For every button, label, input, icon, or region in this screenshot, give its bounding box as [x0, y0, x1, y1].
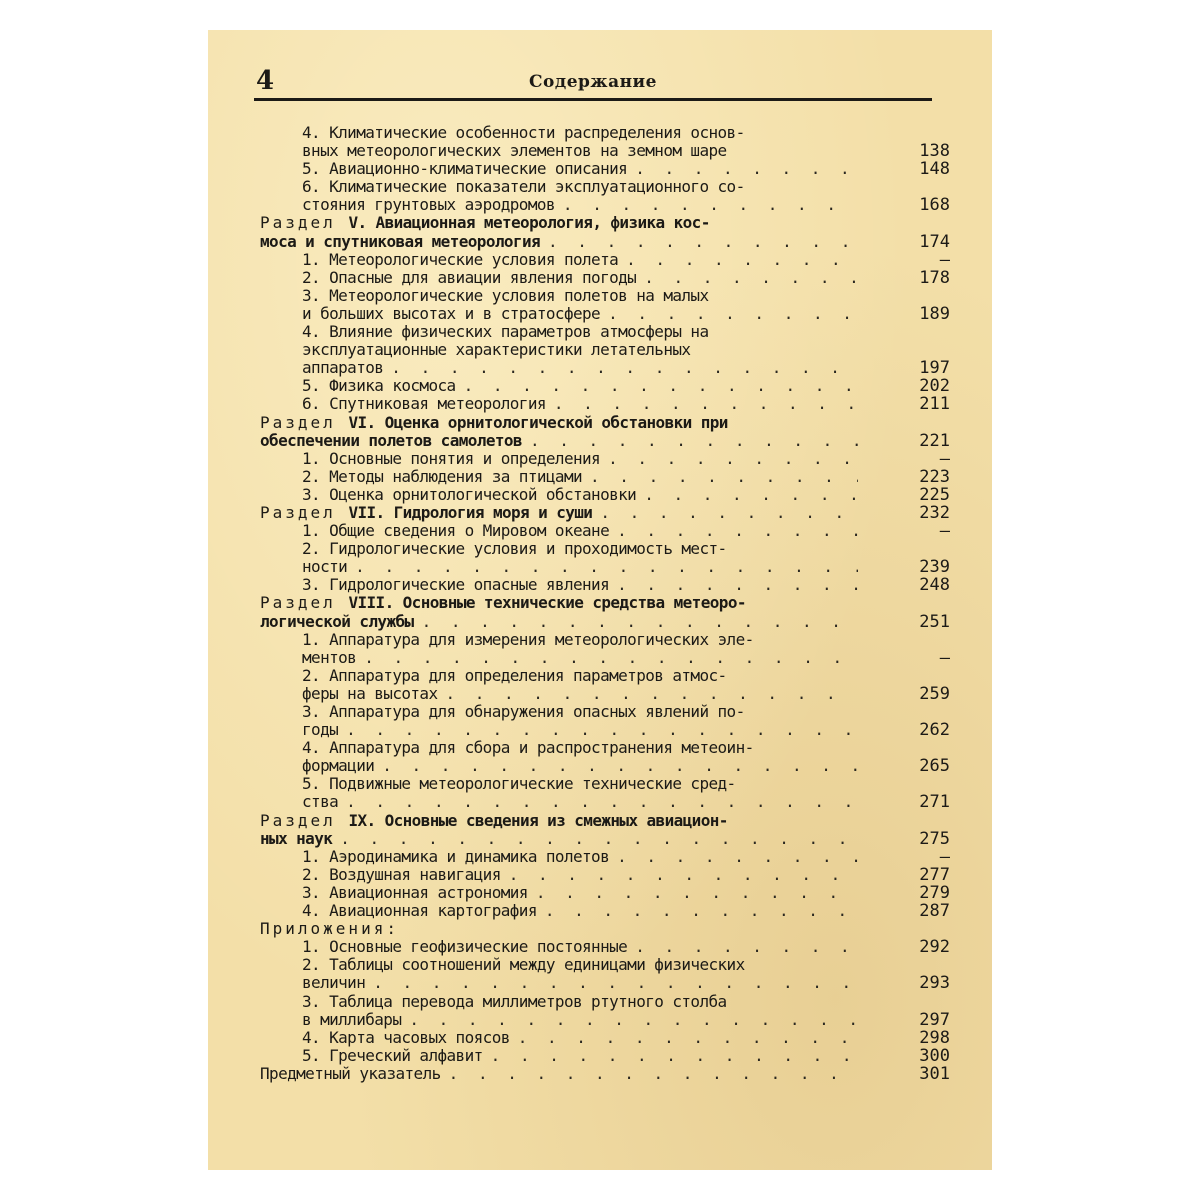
leader-dots: [438, 685, 859, 703]
toc-line-text: 2. Методы наблюдения за птицами: [302, 466, 583, 486]
toc-page-number: 251: [919, 611, 950, 632]
toc-line-text: величин: [302, 973, 366, 993]
leader-dots: [338, 721, 858, 739]
leader-dots: [522, 432, 858, 450]
table-of-contents: [260, 124, 950, 1083]
toc-line-text: 3. Метеорологические условия полетов на малых: [302, 285, 709, 305]
toc-line-text: 3. Авиационная астрономия: [302, 882, 528, 902]
toc-line-text: 5. Греческий алфавит: [302, 1045, 483, 1065]
toc-line: [302, 341, 858, 359]
toc-page-number: 275: [919, 828, 950, 849]
leader-dots: [510, 1029, 858, 1047]
toc-line: [260, 594, 858, 612]
section-label: Раздел: [260, 593, 349, 613]
toc-line: [302, 269, 858, 287]
toc-page-number: 297: [919, 1009, 950, 1030]
toc-entry: [260, 848, 950, 866]
toc-line-text: 4. Аппаратура для сбора и распространения метеоин-: [302, 738, 754, 758]
toc-entry: [260, 468, 950, 486]
toc-page-number: 292: [919, 937, 950, 958]
toc-line: [260, 613, 858, 631]
toc-line: [302, 558, 858, 576]
toc-line: [302, 793, 858, 811]
toc-page-number: 197: [919, 358, 950, 379]
toc-entry: [260, 522, 950, 540]
toc-page-number: 293: [919, 973, 950, 994]
toc-line-text: 3. Гидрологические опасные явления: [302, 575, 610, 595]
toc-page-number: 277: [919, 864, 950, 885]
toc-page-number: —: [939, 249, 950, 270]
toc-line: [302, 739, 858, 757]
leader-dots: [609, 848, 858, 866]
toc-line: [302, 757, 858, 775]
section-label: Раздел: [260, 412, 349, 432]
toc-line: [302, 178, 858, 196]
toc-page-number: 202: [919, 376, 950, 397]
toc-line: [260, 812, 858, 830]
toc-line-text: Предметный указатель: [260, 1063, 441, 1083]
toc-entry: [260, 902, 950, 920]
toc-line-text: VI. Оценка орнитологической обстановки при: [348, 412, 728, 432]
toc-line: [302, 196, 858, 214]
toc-line: [302, 486, 858, 504]
toc-entry: [260, 667, 950, 703]
toc-page-number: 168: [919, 195, 950, 216]
toc-line-text: и больших высотах и в стратосфере: [302, 303, 601, 323]
toc-line-text: 2. Воздушная навигация: [302, 864, 501, 884]
toc-entry: [260, 884, 950, 902]
toc-entry: [260, 287, 950, 323]
leader-dots: [636, 269, 858, 287]
toc-line: [302, 160, 858, 178]
toc-entry: [260, 395, 950, 413]
toc-line: [302, 540, 858, 558]
toc-page-number: —: [939, 846, 950, 867]
toc-line: [260, 432, 858, 450]
toc-line-text: 1. Аппаратура для измерения метеорологических эле-: [302, 629, 754, 649]
toc-entry: [260, 775, 950, 811]
toc-page-number: 211: [919, 394, 950, 415]
leader-dots: [356, 649, 858, 667]
toc-entry: [260, 323, 950, 377]
toc-line: [302, 938, 858, 956]
toc-line-text: 2. Аппаратура для определения параметров атмос-: [302, 665, 727, 685]
toc-line-text: VII. Гидрология моря и суши: [348, 502, 593, 522]
toc-line-text: обеспечении полетов самолетов: [260, 430, 522, 450]
toc-line: [302, 974, 858, 992]
toc-section: [260, 812, 950, 848]
toc-line-text: феры на высотах: [302, 683, 438, 703]
section-label: Раздел: [260, 502, 349, 522]
toc-line: [302, 667, 858, 685]
toc-line-text: 3. Аппаратура для обнаружения опасных явлений по-: [302, 702, 745, 721]
toc-line-text: ности: [302, 557, 348, 577]
toc-line: [302, 649, 858, 667]
toc-line-text: 6. Климатические показатели эксплуатационного со-: [302, 177, 745, 197]
toc-line: [302, 124, 858, 142]
toc-line-text: ных наук: [260, 828, 333, 848]
toc-line: [260, 504, 858, 522]
toc-entry: [260, 251, 950, 269]
toc-line-text: 5. Подвижные метеорологические технические сред-: [302, 774, 736, 794]
toc-line: [302, 305, 858, 323]
toc-line: [302, 287, 858, 305]
toc-page-number: 271: [919, 792, 950, 813]
leader-dots: [347, 558, 858, 576]
toc-line-text: в миллибары: [302, 1009, 402, 1029]
leader-dots: [332, 830, 858, 848]
toc-line-text: 3. Оценка орнитологической обстановки: [302, 484, 637, 504]
section-label: Раздел: [260, 213, 349, 233]
leader-dots: [540, 233, 858, 251]
toc-entry: [260, 486, 950, 504]
toc-page-number: 259: [919, 683, 950, 704]
toc-section: [260, 214, 950, 250]
toc-page-number: 300: [919, 1045, 950, 1066]
toc-page-number: 189: [919, 303, 950, 324]
toc-entry: [260, 178, 950, 214]
toc-line-text: 2. Таблицы соотношений между единицами физических: [302, 955, 745, 975]
toc-section: [260, 594, 950, 630]
leader-dots: [441, 1065, 858, 1083]
leader-dots: [414, 613, 858, 631]
toc-page-number: 174: [919, 231, 950, 252]
toc-line: [302, 359, 858, 377]
toc-line-text: 5. Авиационно-климатические описания: [302, 159, 628, 179]
toc-entry: [260, 160, 950, 178]
leader-dots: [627, 938, 858, 956]
toc-line-text: VIII. Основные технические средства метеоро-: [348, 593, 746, 613]
toc-line: [302, 866, 858, 884]
toc-line-text: логической службы: [260, 611, 414, 631]
toc-page-number: —: [939, 647, 950, 668]
toc-line-text: 1. Общие сведения о Мировом океане: [302, 521, 610, 541]
toc-page-number: —: [939, 448, 950, 469]
toc-entry: [260, 124, 950, 160]
toc-entry: [260, 739, 950, 775]
toc-line: [302, 576, 858, 594]
toc-page-number: 225: [919, 484, 950, 505]
toc-entry: [260, 1065, 950, 1083]
toc-section: [260, 504, 950, 522]
toc-line-text: формации: [302, 756, 375, 776]
toc-section: [260, 414, 950, 450]
toc-line: [302, 522, 858, 540]
toc-page-number: 178: [919, 267, 950, 288]
toc-line-text: годы: [302, 720, 339, 740]
toc-page-number: 221: [919, 430, 950, 451]
toc-line-text: 6. Спутниковая метеорология: [302, 394, 546, 414]
toc-entry: [260, 703, 950, 739]
toc-line-text: 4. Климатические особенности распределения основ-: [302, 123, 745, 142]
toc-line: [260, 1065, 858, 1083]
toc-line-text: 4. Авиационная картография: [302, 901, 537, 921]
toc-entry: [260, 938, 950, 956]
toc-line-text: аппаратов: [302, 358, 384, 378]
toc-line-text: 1. Основные понятия и определения: [302, 448, 601, 468]
toc-line-text: 2. Опасные для авиации явления погоды: [302, 267, 637, 287]
toc-line-text: IX. Основные сведения из смежных авиацион-: [348, 810, 728, 830]
leader-dots: [600, 305, 858, 323]
leader-dots: [528, 884, 858, 902]
leader-dots: [365, 974, 858, 992]
leader-dots: [627, 160, 858, 178]
toc-entry: [260, 920, 950, 938]
toc-line: [302, 142, 858, 160]
toc-line-text: 4. Карта часовых поясов: [302, 1027, 510, 1047]
toc-line-text: 4. Влияние физических параметров атмосферы на: [302, 322, 709, 342]
toc-page-number: 262: [919, 720, 950, 741]
toc-page-number: 265: [919, 756, 950, 777]
section-label: Раздел: [260, 810, 349, 830]
toc-page-number: 239: [919, 557, 950, 578]
toc-line: [302, 775, 858, 793]
running-title: Содержание: [529, 72, 657, 92]
toc-line-text: Приложения:: [260, 919, 399, 939]
toc-line: [302, 902, 858, 920]
leader-dots: [609, 576, 858, 594]
toc-line: [260, 214, 858, 232]
toc-line: [302, 1047, 858, 1065]
toc-line: [302, 377, 858, 395]
toc-entry: [260, 631, 950, 667]
toc-entry: [260, 956, 950, 992]
toc-page-number: —: [939, 521, 950, 542]
toc-line: [302, 884, 858, 902]
leader-dots: [555, 196, 858, 214]
toc-page-number: 138: [919, 141, 950, 162]
toc-line: [302, 721, 858, 739]
toc-line: [260, 233, 858, 251]
toc-line: [302, 631, 858, 649]
leader-dots: [582, 468, 858, 486]
toc-line: [302, 1011, 858, 1029]
leader-dots: [483, 1047, 858, 1065]
toc-line-text: 3. Таблица перевода миллиметров ртутного столба: [302, 991, 727, 1011]
toc-entry: [260, 1047, 950, 1065]
leader-dots: [592, 504, 858, 522]
leader-dots: [618, 251, 858, 269]
toc-line-text: ментов: [302, 647, 357, 667]
leader-dots: [537, 902, 858, 920]
toc-line: [302, 848, 858, 866]
toc-entry: [260, 993, 950, 1029]
leader-dots: [374, 757, 858, 775]
toc-line: [302, 323, 858, 341]
page-header: [254, 64, 932, 101]
leader-dots: [501, 866, 858, 884]
toc-line: [302, 395, 858, 413]
toc-line-text: эксплуатационные характеристики летательных: [302, 340, 691, 360]
toc-line-text: ства: [302, 792, 339, 812]
toc-line-text: 1. Метеорологические условия полета: [302, 249, 619, 269]
toc-line: [260, 830, 858, 848]
toc-entry: [260, 377, 950, 395]
leader-dots: [338, 793, 858, 811]
toc-line-text: 2. Гидрологические условия и проходимость мест-: [302, 539, 727, 559]
leader-dots: [401, 1011, 858, 1029]
toc-line: [302, 956, 858, 974]
leader-dots: [600, 450, 858, 468]
toc-entry: [260, 1029, 950, 1047]
toc-line-text: V. Авиационная метеорология, физика кос-: [348, 213, 710, 233]
toc-line-text: вных метеорологических элементов на земном шаре: [302, 141, 727, 161]
toc-line-text: 1. Основные геофизические постоянные: [302, 937, 628, 957]
toc-entry: [260, 540, 950, 576]
toc-line-text: моса и спутниковая метеорология: [260, 231, 541, 251]
toc-line-text: стояния грунтовых аэродромов: [302, 195, 555, 215]
toc-page-number: 232: [919, 502, 950, 523]
toc-page-number: 298: [919, 1027, 950, 1048]
toc-line: [302, 251, 858, 269]
toc-line: [302, 1029, 858, 1047]
toc-page-number: 148: [919, 159, 950, 180]
toc-page-number: 287: [919, 901, 950, 922]
toc-entry: [260, 269, 950, 287]
leader-dots: [383, 359, 858, 377]
toc-line: [302, 450, 858, 468]
toc-entry: [260, 866, 950, 884]
toc-line-text: 5. Физика космоса: [302, 376, 456, 396]
toc-line: [260, 414, 858, 432]
leader-dots: [456, 377, 858, 395]
toc-line: [260, 920, 858, 938]
toc-line: [302, 993, 858, 1011]
toc-page-number: 279: [919, 882, 950, 903]
toc-line-text: 1. Аэродинамика и динамика полетов: [302, 846, 610, 866]
toc-page-number: 223: [919, 466, 950, 487]
leader-dots: [609, 522, 858, 540]
leader-dots: [546, 395, 858, 413]
toc-page-number: 301: [919, 1063, 950, 1084]
toc-entry: [260, 450, 950, 468]
toc-page-number: 248: [919, 575, 950, 596]
page-number: 4: [256, 66, 275, 96]
toc-entry: [260, 576, 950, 594]
toc-line: [302, 685, 858, 703]
toc-line: [302, 468, 858, 486]
toc-line: [302, 703, 858, 721]
book-page: [208, 30, 992, 1170]
leader-dots: [636, 486, 858, 504]
